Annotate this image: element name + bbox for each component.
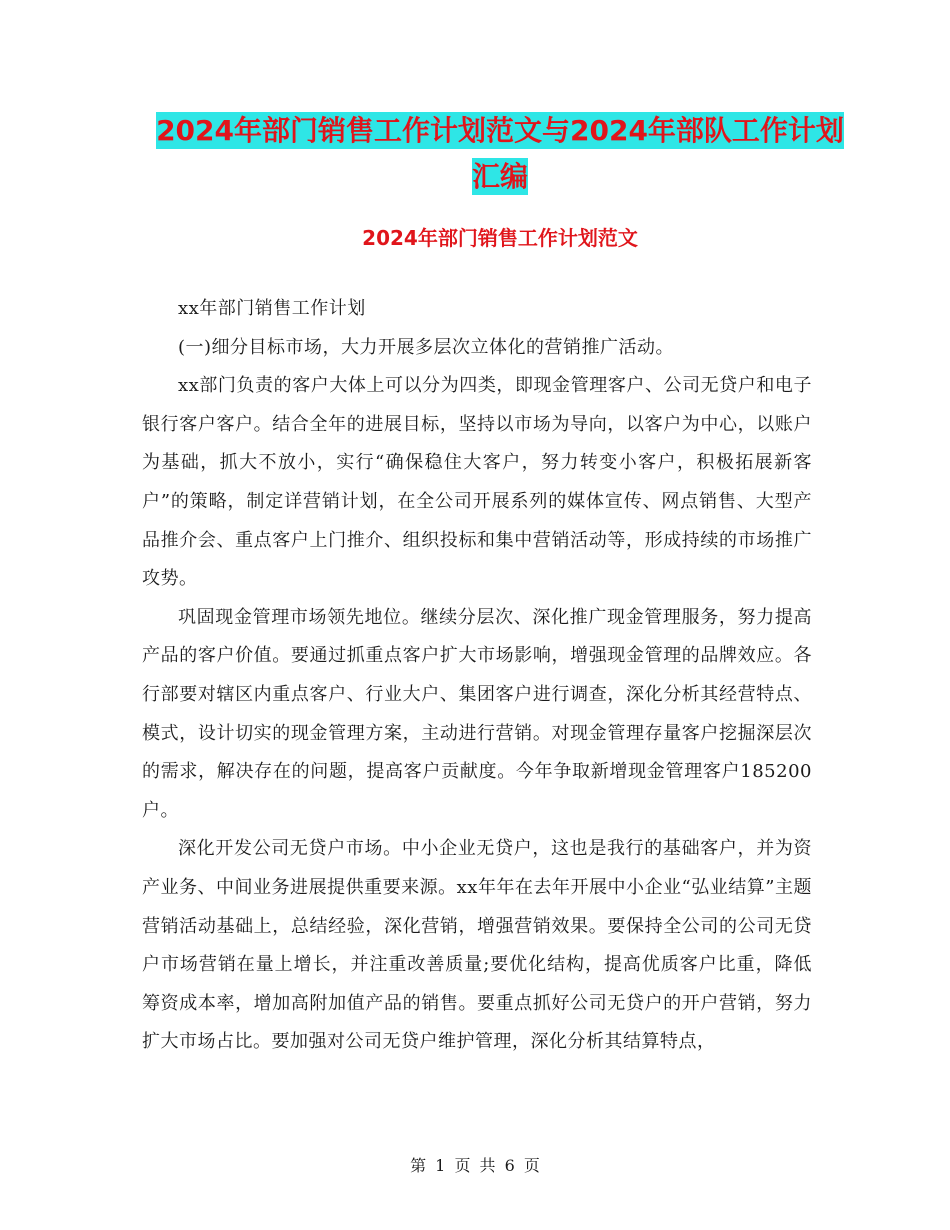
document-title-line-1: 2024年部门销售工作计划范文与2024年部队工作计划 <box>156 114 844 147</box>
section-title: 2024年部门销售工作计划范文 <box>362 226 638 250</box>
document-body <box>142 290 812 1062</box>
paragraph-subheading: (一)细分目标市场，大力开展多层次立体化的营销推广活动。 <box>178 336 675 358</box>
paragraph-heading: xx年部门销售工作计划 <box>178 298 366 319</box>
document-title <box>140 108 860 200</box>
paragraph-no-loan-accounts: 深化开发公司无贷户市场。中小企业无贷户，这也是我行的基础客户，并为资产业务、中间业务进展提供重要来源。xx年年在去年开展中小企业“弘业结算”主题营销活动基础上，总结经验，深化营销，增强营销效果。要保持全公司的公司无贷户市场营销在量上增长，并注重改善质量;要优化结构，提高优质客户比重，降低筹资成本率，增加高附加值产品的销售。要重点抓好公司无贷户的开户营销，努力扩大市场占比。要加强对公司无贷户维护管理，深化分析其结算特点， <box>142 838 812 1053</box>
document-title-line-2: 汇编 <box>471 160 528 193</box>
paragraph-cash-management: 巩固现金管理市场领先地位。继续分层次、深化推广现金管理服务，努力提高产品的客户价值。要通过抓重点客户扩大市场影响，增强现金管理的品牌效应。各行部要对辖区内重点客户、行业大户、集团客户进行调查，深化分析其经营特点、模式，设计切实的现金管理方案，主动进行营销。对现金管理存量客户挖掘深层次的需求，解决存在的问题，提高客户贡献度。今年争取新增现金管理客户185200户。 <box>142 606 812 821</box>
page-number-footer: 第 1 页 共 6 页 <box>410 1156 540 1175</box>
paragraph-customers: xx部门负责的客户大体上可以分为四类，即现金管理客户、公司无贷户和电子银行客户客户。结合全年的进展目标，坚持以市场为导向，以客户为中心，以账户为基础，抓大不放小，实行“确保稳住大客户，努力转变小客户，积极拓展新客户”的策略，制定详营销计划，在全公司开展系列的媒体宣传、网点销售、大型产品推介会、重点客户上门推介、组织投标和集中营销活动等，形成持续的市场推广攻势。 <box>142 375 812 590</box>
